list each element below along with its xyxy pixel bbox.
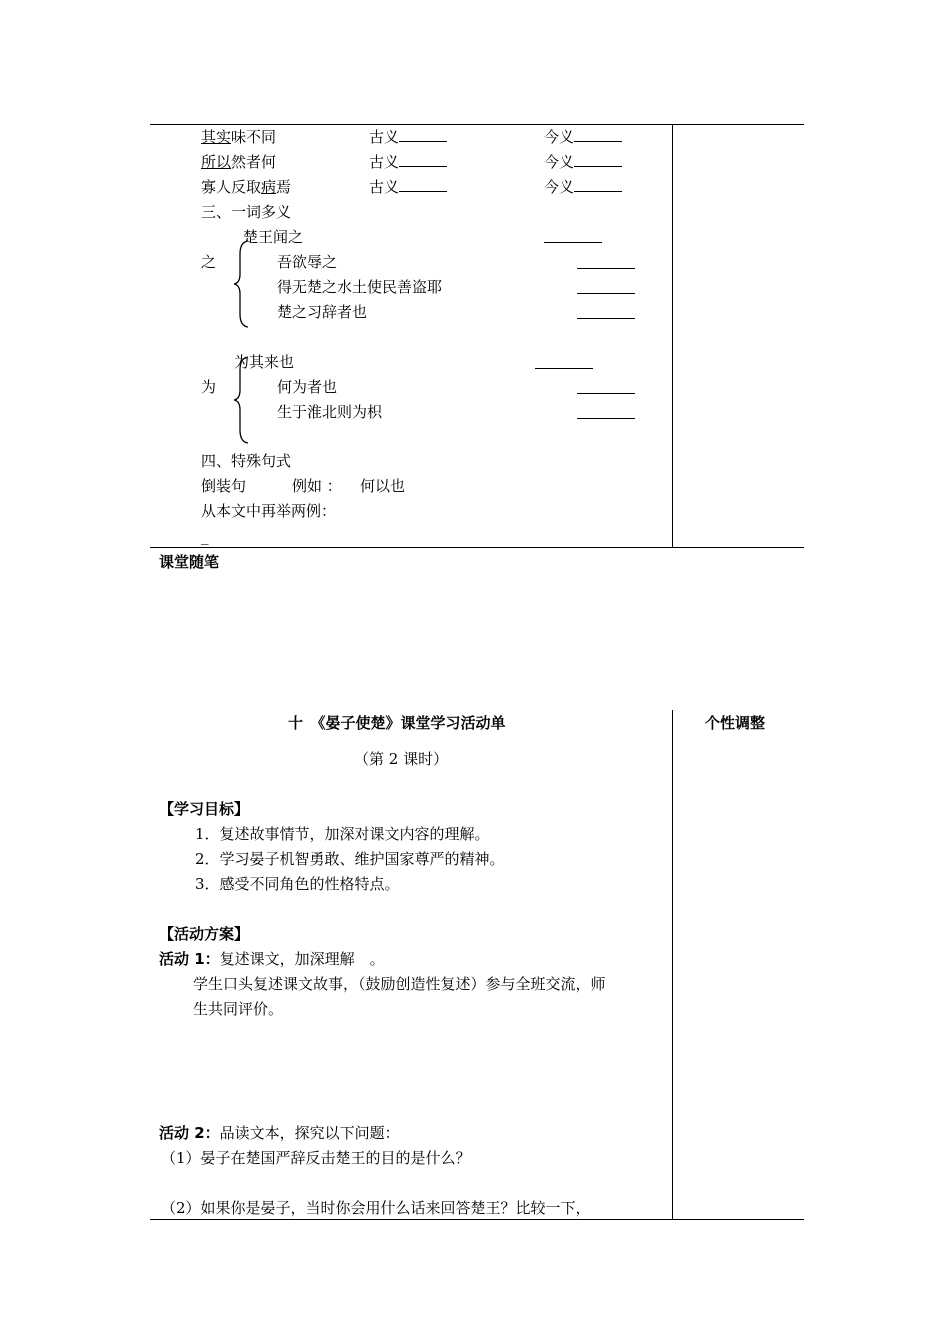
answer-line[interactable] xyxy=(577,318,635,319)
dash-mark: _ xyxy=(201,527,209,545)
top-table-bottom-border xyxy=(150,547,804,548)
more-examples-prompt: 从本文中再举两例： xyxy=(201,502,337,520)
ancient-modern-row-1 xyxy=(201,127,276,147)
fill-blank[interactable] xyxy=(399,177,447,192)
row-rest: 味不同 xyxy=(231,128,277,146)
ancient-label-1: 古义 xyxy=(369,127,447,147)
activity-2-label: 活动 2： xyxy=(159,1124,220,1142)
activity-1-label: 活动 1： xyxy=(159,950,220,968)
answer-line[interactable] xyxy=(544,242,602,243)
zhi-example-2: 吾欲辱之 xyxy=(277,253,338,271)
inversion-label: 倒装句 xyxy=(201,477,247,495)
ancient-modern-row-2 xyxy=(201,152,276,172)
second-table-bottom-border xyxy=(150,1219,804,1220)
example-label: 例如 ： xyxy=(292,477,342,495)
activity-2-title: 品读文本，探究以下问题： xyxy=(219,1124,400,1142)
row-prefix: 寡人反取 xyxy=(201,178,262,196)
goal-item: 2．学习晏子机智勇敢、维护国家尊严的精神。 xyxy=(195,850,505,868)
row-rest: 然者何 xyxy=(231,153,277,171)
fill-blank[interactable] xyxy=(399,127,447,142)
page-title: 十 《晏子使楚》课堂学习活动单 xyxy=(288,714,506,732)
fill-blank[interactable] xyxy=(399,152,447,167)
zhi-example-3: 得无楚之水土使民善盗耶 xyxy=(277,278,443,296)
plan-heading: 【活动方案】 xyxy=(159,925,250,943)
top-table-top-border xyxy=(150,124,804,125)
activity-1-title: 复述课文，加深理解 。 xyxy=(219,950,385,968)
wei-example-2: 何为者也 xyxy=(277,378,338,396)
activity-1-line-1: 学生口头复述课文故事，（鼓励创造性复述）参与全班交流，师 xyxy=(193,975,606,993)
underlined-word: 所以 xyxy=(201,153,232,171)
class-notes-heading: 课堂随笔 xyxy=(159,553,220,571)
lesson-subtitle: （第 2 课时） xyxy=(354,750,449,768)
left-brace-icon xyxy=(232,356,252,444)
wei-char: 为 xyxy=(201,378,217,396)
wei-example-3: 生于淮北则为枳 xyxy=(277,403,383,421)
example-text: 何以也 xyxy=(360,477,406,495)
ancient-label-3: 古义 xyxy=(369,177,447,197)
fill-blank[interactable] xyxy=(574,152,622,167)
goal-item: 1．复述故事情节，加深对课文内容的理解。 xyxy=(195,825,490,843)
row-rest: 焉 xyxy=(276,178,292,196)
zhi-char: 之 xyxy=(201,253,217,271)
ancient-label-2: 古义 xyxy=(369,152,447,172)
question-1: （1）晏子在楚国严辞反击楚王的目的是什么？ xyxy=(161,1149,471,1167)
question-2: （2）如果你是晏子，当时你会用什么话来回答楚王？比较一下， xyxy=(161,1199,591,1217)
polysemy-heading: 三、一词多义 xyxy=(201,203,292,221)
fill-blank[interactable] xyxy=(574,177,622,192)
zhi-example-1: 楚王闻之 xyxy=(243,228,304,246)
second-table-divider xyxy=(672,710,673,1220)
activity-1-line-2: 生共同评价。 xyxy=(193,1000,284,1018)
goal-item: 3．感受不同角色的性格特点。 xyxy=(195,875,400,893)
fill-blank[interactable] xyxy=(574,127,622,142)
modern-label-1: 今义 xyxy=(544,127,622,147)
answer-line[interactable] xyxy=(577,393,635,394)
answer-line[interactable] xyxy=(577,418,635,419)
left-brace-icon xyxy=(232,240,252,328)
answer-line[interactable] xyxy=(577,268,635,269)
ancient-modern-row-3 xyxy=(201,177,291,197)
underlined-word: 其实 xyxy=(201,128,232,146)
wei-example-1: 为其来也 xyxy=(234,353,295,371)
side-column-header: 个性调整 xyxy=(705,714,766,732)
activity-1 xyxy=(159,949,385,969)
modern-label-3: 今义 xyxy=(544,177,622,197)
zhi-example-4: 楚之习辞者也 xyxy=(277,303,368,321)
top-table-divider xyxy=(672,124,673,548)
answer-line[interactable] xyxy=(535,368,593,369)
goals-heading: 【学习目标】 xyxy=(159,800,250,818)
special-heading: 四、特殊句式 xyxy=(201,452,292,470)
answer-line[interactable] xyxy=(577,293,635,294)
activity-2 xyxy=(159,1123,400,1143)
underlined-word: 病 xyxy=(261,178,277,196)
modern-label-2: 今义 xyxy=(544,152,622,172)
